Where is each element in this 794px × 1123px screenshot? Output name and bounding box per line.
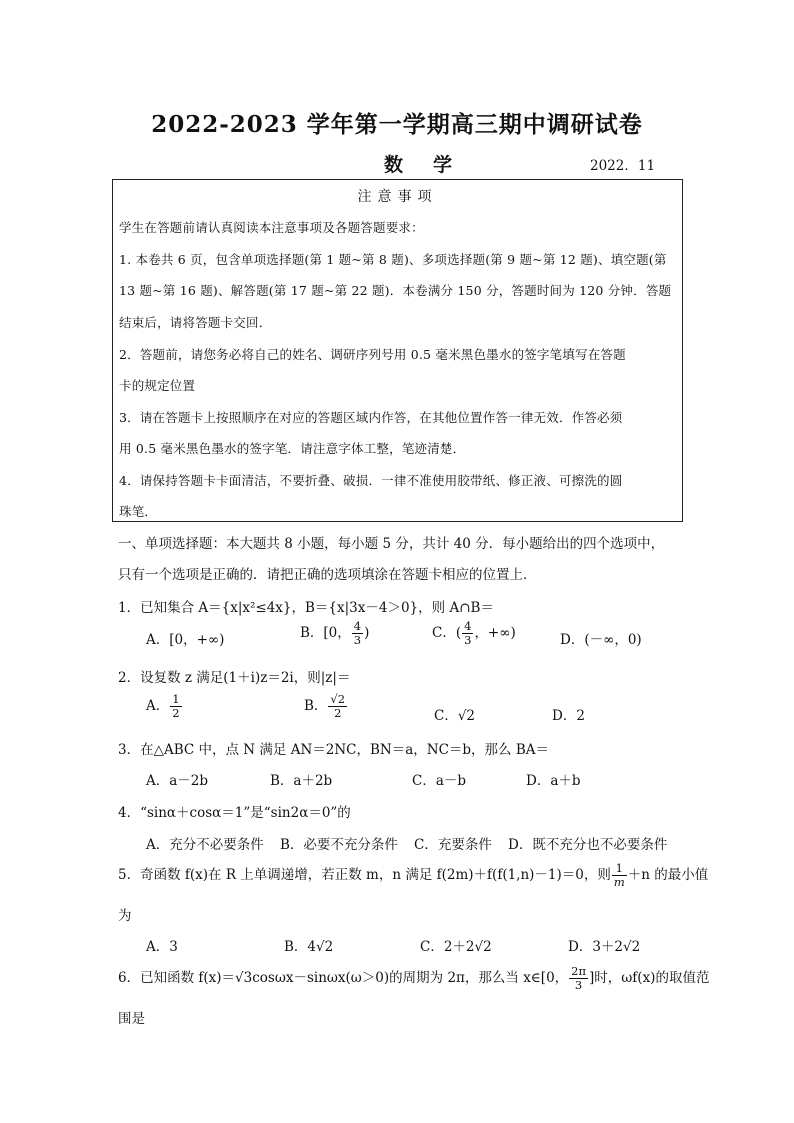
question-5-option-c: C．2＋2√2 [420, 939, 492, 955]
notice-line: 13 题~第 16 题)、解答题(第 17 题~第 22 题)．本卷满分 150 分，答题时间为 120 分钟．答题 [119, 283, 672, 298]
question-5-stem: 5．奇函数 f(x)在 R 上单调递增，若正数 m，n 满足 f(2m)＋f(f(1,n)－1)＝0，则 $\frac{1}{m}$ ＋n 的最小值 [118, 861, 709, 890]
question-5-option-a: A．3 [146, 939, 178, 955]
notice-line: 卡的规定位置 [119, 378, 196, 393]
question-2-option-c: C．√2 [434, 708, 476, 724]
notice-line: 用 0.5 毫米黑色墨水的签字笔．请注意字体工整，笔迹清楚． [119, 441, 466, 456]
question-4-option-b: B．必要不充分条件 [280, 837, 398, 853]
subject-label: 数学 [384, 154, 483, 176]
question-3-option-c: C．a－b [412, 773, 467, 789]
notice-line: 结束后，请将答题卡交回． [119, 315, 272, 330]
question-2-option-b: B． $\frac{√2}{2}$ [304, 692, 346, 721]
notice-line: 学生在答题前请认真阅读本注意事项及各题答题要求： [119, 220, 424, 235]
question-3-option-d: D．a＋b [526, 773, 581, 789]
exam-title: 2022-2023 学年第一学期高三期中调研试卷 [151, 111, 643, 138]
notice-line: 2．答题前，请您务必将自己的姓名、调研序列号用 0.5 毫米黑色墨水的签字笔填写在答题 [119, 347, 626, 362]
question-3-option-b: B．a＋2b [270, 773, 333, 789]
section-instructions: 一、单项选择题：本大题共 8 小题，每小题 5 分，共计 40 分．每小题给出的四个选项中， [118, 536, 665, 552]
notice-line: 珠笔． [119, 504, 158, 519]
exam-date: 2022．11 [590, 158, 656, 174]
question-4-option-d: D．既不充分也不必要条件 [508, 837, 668, 853]
question-2-option-d: D．2 [552, 708, 585, 724]
notice-title: 注意事项 [357, 189, 438, 205]
question-1-option-c: C．( $\frac{4}{3}$ ，+∞) [432, 619, 516, 648]
question-1-option-d: D．(－∞，0) [560, 632, 642, 648]
question-5-option-b: B．4√2 [284, 939, 334, 955]
question-3-option-a: A．a－2b [146, 773, 209, 789]
question-2-stem: 2．设复数 z 满足(1＋i)z＝2i，则|z|＝ [118, 670, 351, 686]
question-3-stem: 3．在△ABC 中，点 N 满足 AN＝2NC，BN＝a，NC＝b，那么 BA＝ [118, 742, 550, 758]
notice-line: 1. 本卷共 6 页，包含单项选择题(第 1 题~第 8 题)、多项选择题(第 9 题~第 12 题)、填空题(第 [119, 252, 667, 267]
question-6-stem: 6．已知函数 f(x)＝√3cosωx－sinωx(ω＞0)的周期为 2π，那么当 x∈[0， $\frac{2\pi}{3}$ ]时，ωf(x)的取值范 [118, 964, 710, 993]
notice-box [112, 179, 683, 522]
question-5-stem-cont: 为 [118, 908, 132, 924]
question-6-stem-cont: 围是 [118, 1011, 145, 1027]
notice-line: 3．请在答题卡上按照顺序在对应的答题区域内作答，在其他位置作答一律无效．作答必须 [119, 410, 623, 425]
question-1-option-b: B．[0， $\frac{4}{3}$ ) [300, 619, 370, 648]
question-2-option-a: A． $\frac{1}{2}$ [146, 692, 180, 721]
question-4-option-c: C．充要条件 [414, 837, 492, 853]
notice-line: 4．请保持答题卡卡面清洁，不要折叠、破损．一律不准使用胶带纸、修正液、可擦洗的圆 [119, 473, 623, 488]
question-4-option-a: A．充分不必要条件 [146, 837, 264, 853]
section-instructions: 只有一个选项是正确的．请把正确的选项填涂在答题卡相应的位置上． [118, 567, 537, 583]
question-4-stem: 4．“sinα＋cosα＝1”是“sin2α＝0”的 [118, 805, 351, 821]
question-1-stem: 1．已知集合 A＝{x|x²≤4x}，B＝{x|3x－4＞0}，则 A∩B＝ [118, 600, 494, 616]
question-5-option-d: D．3＋2√2 [568, 939, 641, 955]
question-1-option-a: A．[0，+∞) [146, 632, 225, 648]
